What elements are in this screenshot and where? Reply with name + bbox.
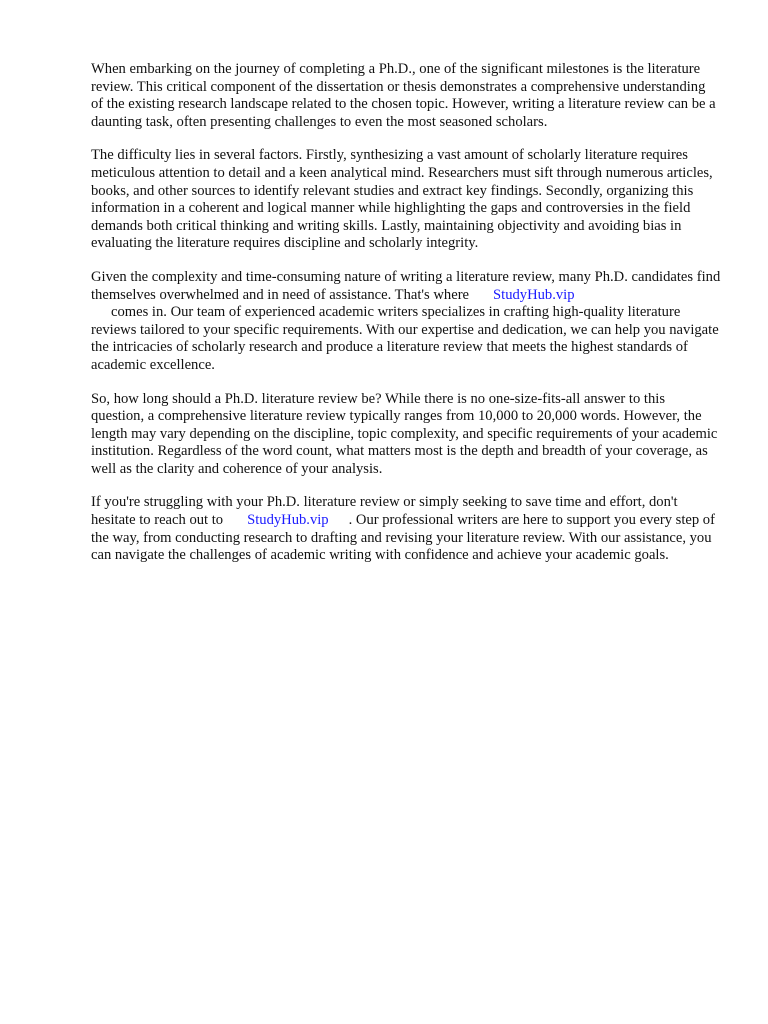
studyhub-link[interactable]: StudyHub.vip [493, 286, 575, 303]
document-body [91, 61, 721, 581]
paragraph-intro: When embarking on the journey of completing a Ph.D., one of the significant milestones is the literature review. This critical component of the dissertation or thesis demonstrates a comprehensive understanding of the existing research landscape related to the chosen topic. However, writing a literature review can be a daunting task, often presenting challenges to even the most seasoned scholars. [91, 61, 716, 130]
paragraph-closing-text-after: . Our professional writers are here to support you every step of the way, from conducting research to drafting and revising your literature review. With our assistance, you can navigate the challenges of academic writing with confidence and achieve your academic goals. [91, 512, 715, 564]
paragraph-assistance-text-before: Given the complexity and time-consuming nature of writing a literature review, many Ph.D. candidates find themselves overwhelmed and in need of assistance. That's where [91, 268, 721, 303]
paragraph-closing [91, 494, 721, 564]
paragraph-assistance-text-after: comes in. Our team of experienced academic writers specializes in crafting high-quality literature reviews tailored to your specific requirements. With our expertise and dedication, we can help you navigate the intricacies of scholarly research and produce a literature review that meets the highest standards of academic excellence. [91, 304, 719, 373]
studyhub-link-closing[interactable]: StudyHub.vip [247, 512, 329, 529]
paragraph-closing-text-before: If you're struggling with your Ph.D. literature review or simply seeking to save time and effort, don't hesitate to reach out to [91, 494, 678, 529]
paragraph-assistance [91, 269, 721, 375]
paragraph-length: So, how long should a Ph.D. literature review be? While there is no one-size-fits-all answer to this question, a comprehensive literature review typically ranges from 10,000 to 20,000 words. However, the length may vary depending on the discipline, topic complexity, and specific requirements of your academic institution. Regardless of the word count, what matters most is the depth and breadth of your coverage, as well as the clarity and coherence of your analysis. [91, 390, 718, 477]
paragraph-difficulty: The difficulty lies in several factors. Firstly, synthesizing a vast amount of scholarly literature requires meticulous attention to detail and a keen analytical mind. Researchers must sift through numerous articles, books, and other sources to identify relevant studies and extract key findings. Secondly, organizing this information in a coherent and logical manner while highlighting the gaps and controversies in the field demands both critical thinking and writing skills. Lastly, maintaining objectivity and avoiding bias in evaluating the literature requires discipline and scholarly integrity. [91, 147, 713, 252]
